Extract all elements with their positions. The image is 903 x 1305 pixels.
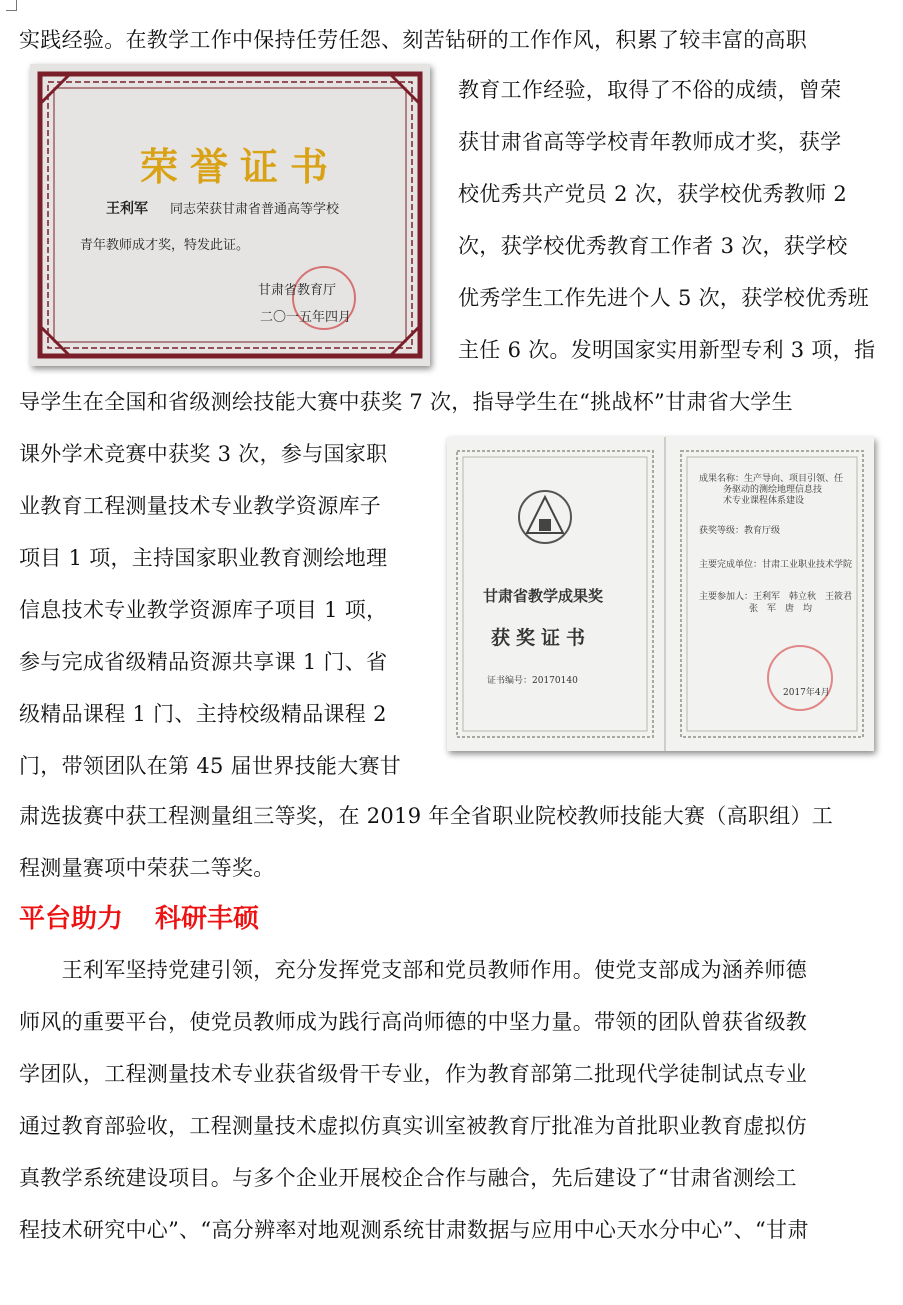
text-line: 王利军坚持党建引领，充分发挥党支部和党员教师作用。使党支部成为涵养师德 bbox=[19, 958, 808, 982]
text-line: 课外学术竞赛中获奖 3 次，参与国家职 bbox=[19, 442, 388, 466]
text-line: 优秀学生工作先进个人 5 次，获学校优秀班 bbox=[458, 286, 870, 310]
certificate-field: 获奖等级：教育厅级 bbox=[699, 526, 781, 536]
certificate-subtitle: 甘肃省教学成果奖 bbox=[483, 587, 604, 605]
red-seal-icon bbox=[767, 645, 833, 711]
text-line: 门，带领团队在第 45 届世界技能大赛甘 bbox=[19, 754, 402, 778]
honor-certificate-photo bbox=[30, 64, 430, 366]
certificate-field: 张 军 唐 均 bbox=[749, 604, 813, 614]
certificate-issuer: 甘肃省教育厅 bbox=[258, 283, 337, 298]
certificate-field: 成果名称：生产导向、项目引领、任 bbox=[699, 474, 844, 484]
text-line: 导学生在全国和省级测绘技能大赛中获奖 7 次，指导学生在“挑战杯”甘肃省大学生 bbox=[19, 390, 793, 414]
page-corner-mark bbox=[6, 0, 17, 11]
text-line: 次，获学校优秀教育工作者 3 次，获学校 bbox=[458, 234, 848, 258]
text-line: 校优秀共产党员 2 次，获学校优秀教师 2 bbox=[458, 182, 848, 206]
section-heading-part2: 科研丰硕 bbox=[155, 904, 260, 934]
text-line: 程测量赛项中荣获二等奖。 bbox=[19, 856, 275, 880]
certificate-date: 二〇一五年四月 bbox=[260, 310, 352, 325]
text-line: 获甘肃省高等学校青年教师成才奖，获学 bbox=[458, 130, 842, 154]
certificate-field: 务驱动的测绘地理信息技 bbox=[723, 485, 823, 495]
section-heading-part1: 平台助力 bbox=[19, 904, 124, 934]
text-line: 级精品课程 1 门、主持校级精品课程 2 bbox=[19, 702, 387, 726]
text-line: 主任 6 次。发明国家实用新型专利 3 项，指 bbox=[458, 338, 876, 362]
text-line: 项目 1 项，主持国家职业教育测绘地理 bbox=[19, 546, 388, 570]
text-line: 通过教育部验收，工程测量技术虚拟仿真实训室被教育厅批准为首批职业教育虚拟仿 bbox=[19, 1114, 808, 1138]
text-line: 师风的重要平台，使党员教师成为践行高尚师德的中坚力量。带领的团队曾获省级教 bbox=[19, 1010, 808, 1034]
certificate-field: 主要完成单位：甘肃工业职业技术学院 bbox=[699, 560, 853, 570]
text-line: 程技术研究中心”、“高分辨率对地观测系统甘肃数据与应用中心天水分中心”、“甘肃 bbox=[19, 1218, 809, 1242]
text-line: 真教学系统建设项目。与多个企业开展校企合作与融合，先后建设了“甘肃省测绘工 bbox=[19, 1166, 797, 1190]
certificate-field: 术专业课程体系建设 bbox=[723, 496, 805, 506]
certificate-number: 证书编号：20170140 bbox=[487, 676, 578, 686]
text-line: 实践经验。在教学工作中保持任劳任怨、刻苦钻研的工作作风，积累了较丰富的高职 bbox=[19, 28, 808, 52]
text-line: 信息技术专业教学资源库子项目 1 项， bbox=[19, 598, 388, 622]
text-line: 教育工作经验，取得了不俗的成绩，曾荣 bbox=[458, 78, 842, 102]
certificate-date: 2017年4月 bbox=[783, 688, 830, 698]
certificate-text: 同志荣获甘肃省普通高等学校 bbox=[170, 202, 340, 217]
certificate-title: 荣誉证书 bbox=[140, 144, 341, 189]
certificate-title: 获奖证书 bbox=[491, 627, 592, 649]
text-line: 参与完成省级精品资源共享课 1 门、省 bbox=[19, 650, 388, 674]
teaching-award-certificate-photo bbox=[447, 437, 874, 751]
certificate-text: 青年教师成才奖，特发此证。 bbox=[80, 238, 250, 253]
certificate-field: 主要参加人：王利军 韩立秋 王筱君 bbox=[699, 592, 853, 602]
text-line: 学团队，工程测量技术专业获省级骨干专业，作为教育部第二批现代学徒制试点专业 bbox=[19, 1062, 808, 1086]
text-line: 业教育工程测量技术专业教学资源库子 bbox=[19, 494, 382, 518]
section-heading bbox=[19, 893, 259, 945]
text-line: 肃选拔赛中获工程测量组三等奖，在 2019 年全省职业院校教师技能大赛（高职组）工 bbox=[19, 804, 834, 828]
certificate-name: 王利军 bbox=[106, 201, 148, 217]
